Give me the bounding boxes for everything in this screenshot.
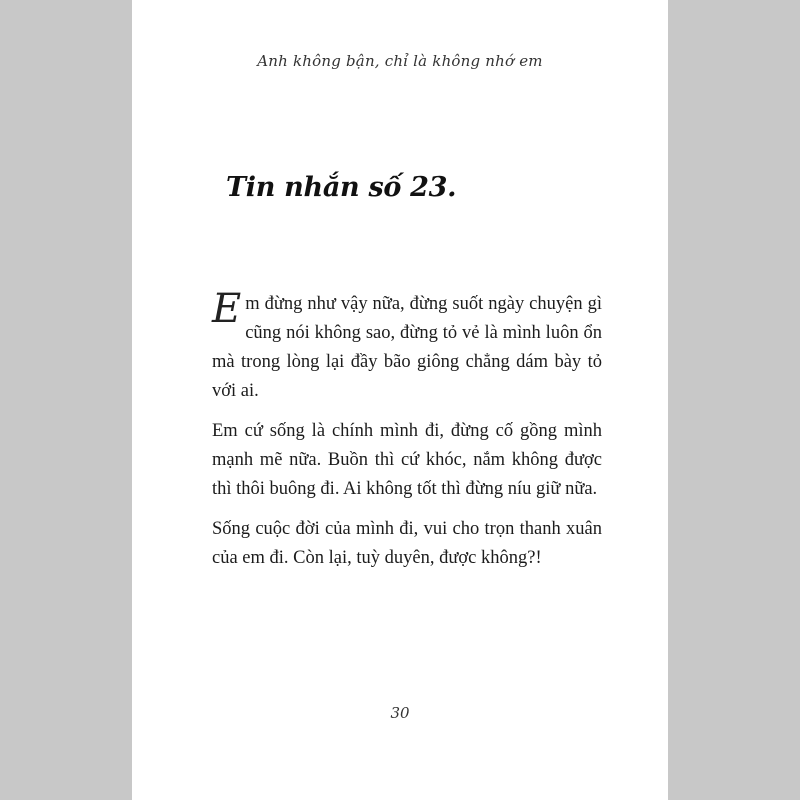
paragraph-3: Sống cuộc đời của mình đi, vui cho trọn thanh xuân của em đi. Còn lại, tuỳ duyên, được không?! [212,519,602,568]
paragraph-1-text: m đừng như vậy nữa, đừng suốt ngày chuyện gì cũng nói không sao, đừng tỏ vẻ là mình luôn ổn mà trong lòng lại đầy bão giông chẳng dám bày tỏ với ai. [212,294,602,401]
paragraph-2: Em cứ sống là chính mình đi, đừng cố gồng mình mạnh mẽ nữa. Buồn thì cứ khóc, nắm không được thì thôi buông đi. Ai không tốt thì đừng níu giữ nữa. [212,421,602,499]
chapter-title: Tin nhắn số 23. [226,172,457,203]
drop-cap: E [212,286,242,332]
page-number: 30 [390,704,410,722]
running-header: Anh không bận, chỉ là không nhớ em [257,52,543,70]
body-text [212,286,602,584]
paragraph-1 [212,286,602,406]
book-page [132,0,668,800]
